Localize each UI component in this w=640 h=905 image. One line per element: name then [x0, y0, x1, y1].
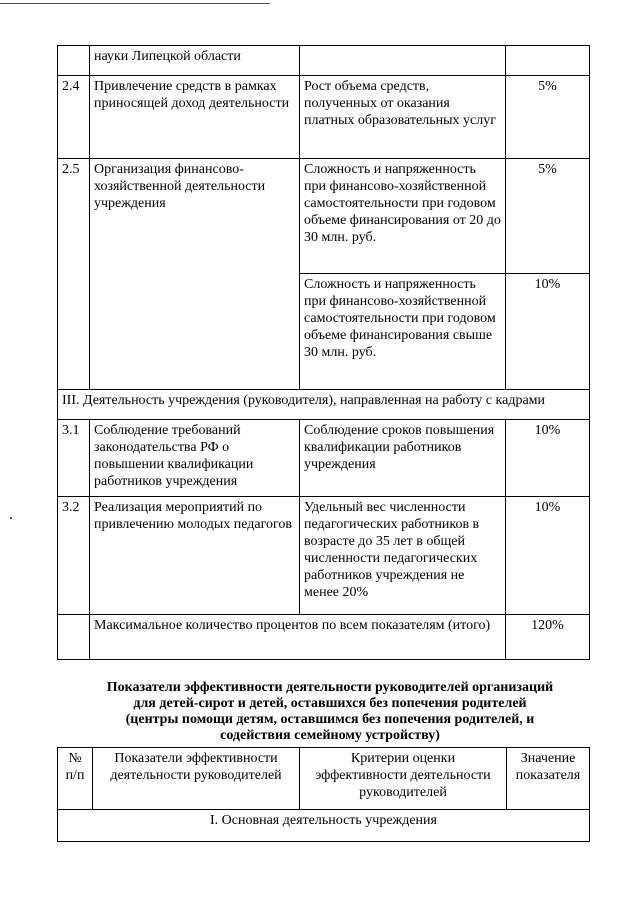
- top-rule: [0, 3, 270, 4]
- value-cell: 10%: [506, 497, 590, 615]
- num-cell: [58, 615, 90, 660]
- section-title: [80, 680, 580, 744]
- title-line: содействия семейному устройству): [220, 728, 440, 743]
- title-line: Показатели эффективности деятельности руководителей организаций: [106, 680, 554, 695]
- table-row: [58, 46, 590, 76]
- header-num: № п/п: [58, 748, 93, 810]
- total-value: 120%: [506, 615, 590, 660]
- section-heading: I. Основная деятельность учреждения: [58, 810, 590, 842]
- indicator-cell: Привлечение средств в рамках приносящей доход деятельности: [90, 76, 300, 159]
- title-line: для детей-сирот и детей, оставшихся без попечения родителей: [133, 696, 527, 711]
- indicator-cell: Соблюдение требований законодательства РФ о повышении квалификации работников учреждения: [90, 420, 300, 497]
- table-row: [58, 420, 590, 497]
- value-cell: 5%: [506, 159, 590, 274]
- indicators-table-new: [57, 747, 590, 842]
- section-heading: III. Деятельность учреждения (руководителя), направленная на работу с кадрами: [58, 390, 590, 420]
- table-row: [58, 497, 590, 615]
- criterion-cell: Рост объема средств, полученных от оказания платных образовательных услуг: [300, 76, 506, 159]
- indicators-table-continued: [57, 45, 590, 660]
- num-cell: [58, 46, 90, 76]
- criterion-cell: Сложность и напряженность при финансово-хозяйственной самостоятельности при годовом объеме финансирования от 20 до 30 млн. руб.: [300, 159, 506, 274]
- criterion-cell: Удельный вес численности педагогических работников в возрасте до 35 лет в общей численности педагогических работников учреждения не менее 20%: [300, 497, 506, 615]
- value-cell: 5%: [506, 76, 590, 159]
- header-criteria: Критерии оценки эффективности деятельности руководителей: [300, 748, 507, 810]
- header-indicators: Показатели эффективности деятельности руководителей: [93, 748, 300, 810]
- header-row: [58, 748, 590, 810]
- num-cell: 3.2: [58, 497, 90, 615]
- total-row: [58, 615, 590, 660]
- scan-speck: [10, 517, 12, 519]
- value-cell: [506, 46, 590, 76]
- indicator-cell: Организация финансово-хозяйственной деятельности учреждения: [90, 159, 300, 390]
- value-cell: 10%: [506, 274, 590, 390]
- section-row: [58, 390, 590, 420]
- table-row: [58, 159, 590, 274]
- title-line: (центры помощи детям, оставшимся без попечения родителей, и: [125, 712, 535, 727]
- total-label: Максимальное количество процентов по всем показателям (итого): [90, 615, 506, 660]
- indicator-cell: Реализация мероприятий по привлечению молодых педагогов: [90, 497, 300, 615]
- num-cell: 3.1: [58, 420, 90, 497]
- header-value: Значение показателя: [507, 748, 590, 810]
- table-row: [58, 76, 590, 159]
- section-row: [58, 810, 590, 842]
- criterion-cell: Соблюдение сроков повышения квалификации работников учреждения: [300, 420, 506, 497]
- value-cell: 10%: [506, 420, 590, 497]
- num-cell: 2.4: [58, 76, 90, 159]
- criterion-cell: Сложность и напряженность при финансово-хозяйственной самостоятельности при годовом объеме финансирования свыше 30 млн. руб.: [300, 274, 506, 390]
- criterion-cell: [300, 46, 506, 76]
- num-cell: 2.5: [58, 159, 90, 390]
- indicator-cell: науки Липецкой области: [90, 46, 300, 76]
